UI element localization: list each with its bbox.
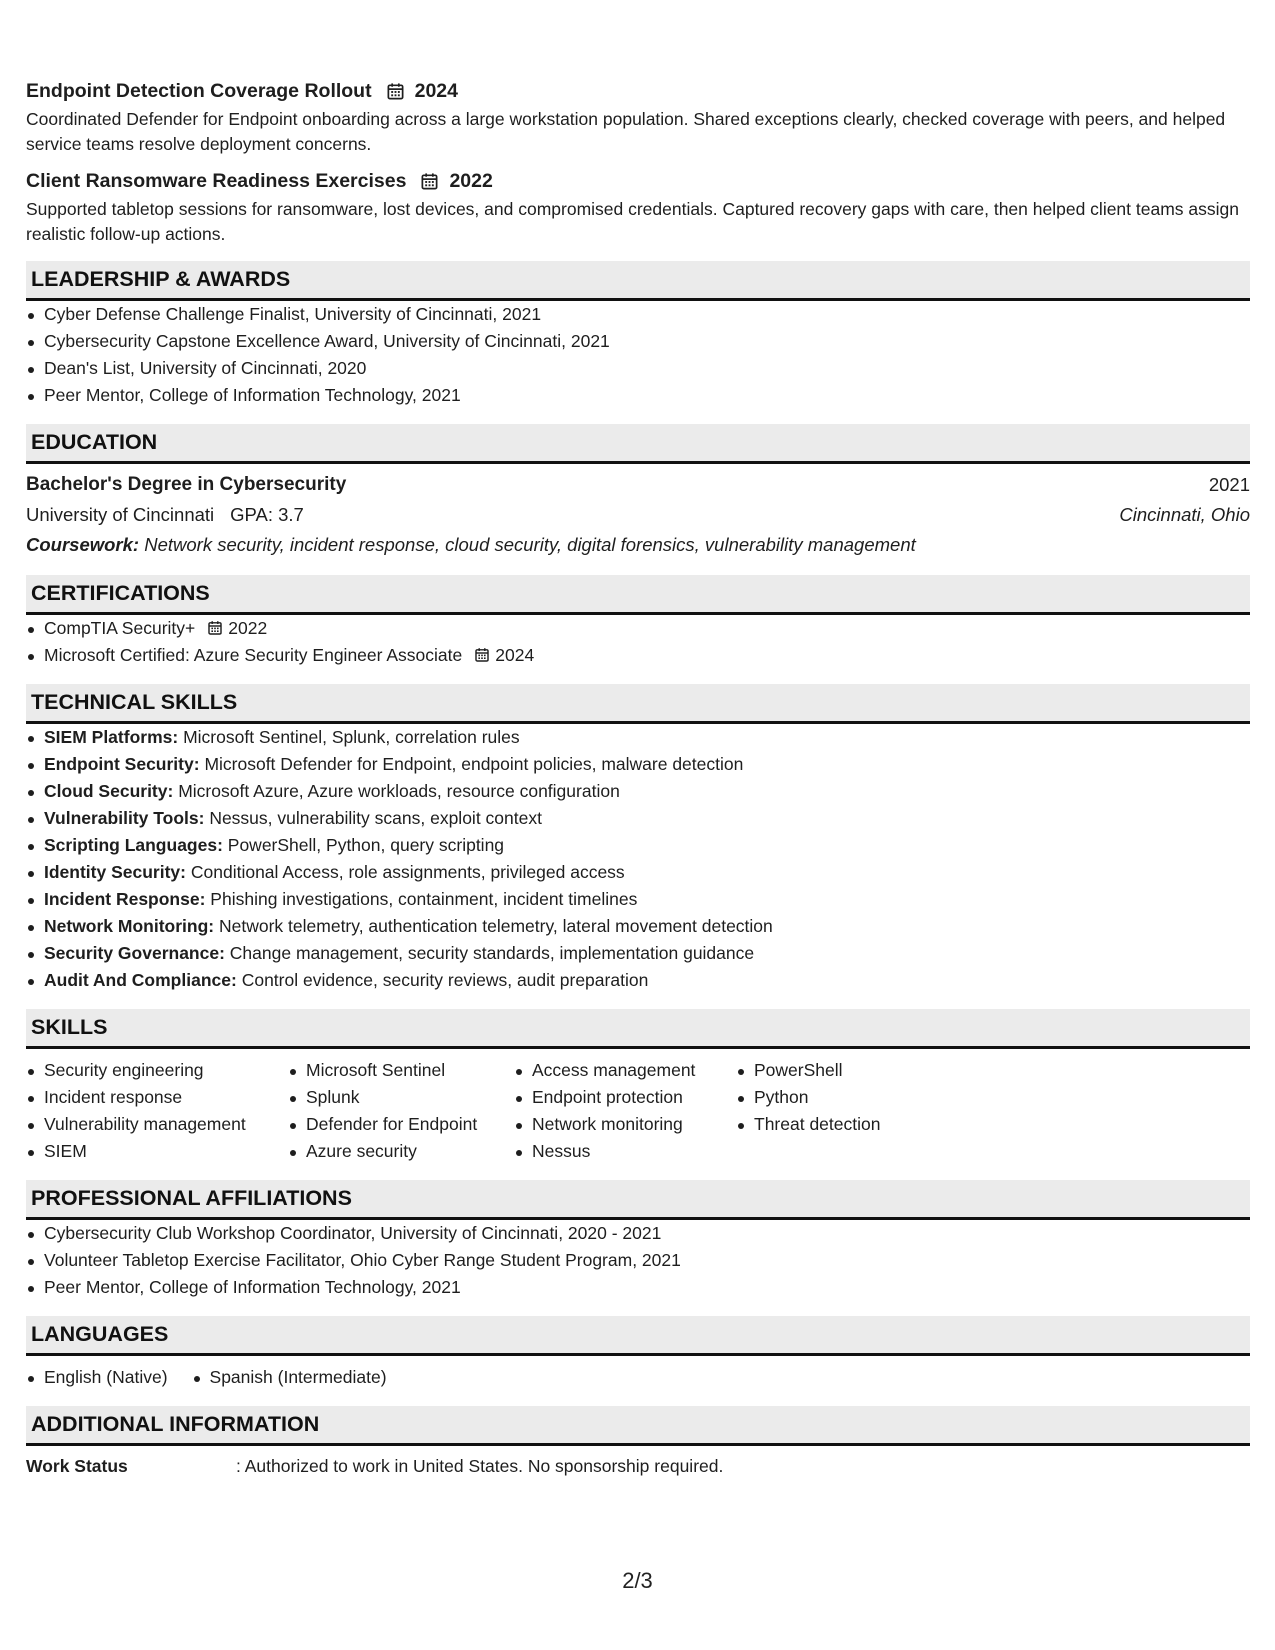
skill-values: Nessus, vulnerability scans, exploit context [209, 808, 542, 828]
skill-category: Incident Response: [44, 889, 206, 909]
coursework-label: Coursework: [26, 534, 140, 555]
skill-item: Splunk [288, 1084, 514, 1111]
education-school-row [26, 500, 1250, 530]
skills-column [736, 1057, 936, 1165]
project-title-row [26, 168, 1250, 194]
technical-skill-item [26, 751, 1250, 778]
skill-values: Network telemetry, authentication telemetry, lateral movement detection [219, 916, 773, 936]
skill-item: Access management [514, 1057, 736, 1084]
skills-grid [26, 1057, 1250, 1165]
skill-item: Endpoint protection [514, 1084, 736, 1111]
skill-values: Control evidence, security reviews, audit preparation [241, 970, 649, 990]
project-title: Endpoint Detection Coverage Rollout [26, 79, 372, 102]
certification-year: 2022 [228, 618, 268, 638]
certification-item [26, 642, 1250, 669]
list-item: Cybersecurity Capstone Excellence Award, University of Cincinnati, 2021 [26, 328, 1250, 355]
project-title-row [26, 78, 1250, 104]
work-status-label: Work Status [26, 1456, 128, 1476]
skill-item: Network monitoring [514, 1111, 736, 1138]
skill-values: Change management, security standards, implementation guidance [229, 943, 755, 963]
technical-skill-item [26, 859, 1250, 886]
work-status-row [26, 1452, 1250, 1480]
section-heading-additional-info: ADDITIONAL INFORMATION [26, 1406, 1250, 1446]
section-heading-technical-skills: TECHNICAL SKILLS [26, 684, 1250, 724]
skill-item: Defender for Endpoint [288, 1111, 514, 1138]
skill-item: Incident response [26, 1084, 288, 1111]
coursework [26, 530, 1250, 560]
skill-item: SIEM [26, 1138, 288, 1165]
certification-name: Microsoft Certified: Azure Security Engineer Associate [44, 645, 463, 665]
technical-skill-item [26, 832, 1250, 859]
skill-item: Threat detection [736, 1111, 936, 1138]
calendar-icon [420, 172, 439, 191]
list-item: Cybersecurity Club Workshop Coordinator, University of Cincinnati, 2020 - 2021 [26, 1220, 1250, 1247]
certification-year: 2024 [495, 645, 535, 665]
list-item: Cyber Defense Challenge Finalist, University of Cincinnati, 2021 [26, 301, 1250, 328]
skill-item: Azure security [288, 1138, 514, 1165]
technical-skill-item [26, 940, 1250, 967]
languages-list [26, 1364, 411, 1391]
languages-row [26, 1364, 1250, 1391]
degree-title: Bachelor's Degree in Cybersecurity [26, 474, 347, 495]
skills-column [26, 1057, 288, 1165]
project-description: Coordinated Defender for Endpoint onboarding across a large workstation population. Shared exceptions clearly, checked coverage with peers, and helped service teams resolve deployment concerns. [26, 109, 1226, 154]
technical-skill-item [26, 967, 1250, 994]
certification-name: CompTIA Security+ [44, 618, 196, 638]
certifications-list [26, 615, 1250, 669]
section-heading-certifications: CERTIFICATIONS [26, 575, 1250, 615]
skills-column [288, 1057, 514, 1165]
list-item: Dean's List, University of Cincinnati, 2020 [26, 355, 1250, 382]
affiliations-list [26, 1220, 1250, 1301]
skill-category: Identity Security: [44, 862, 186, 882]
calendar-icon [207, 620, 223, 636]
skills-column [514, 1057, 736, 1165]
skill-item: Security engineering [26, 1057, 288, 1084]
page-number: 2/3 [622, 1568, 653, 1593]
skill-values: Conditional Access, role assignments, privileged access [190, 862, 625, 882]
school-location: Cincinnati, Ohio [1119, 504, 1250, 525]
language-item: Spanish (Intermediate) [192, 1364, 387, 1391]
calendar-icon [386, 82, 405, 101]
skill-item: PowerShell [736, 1057, 936, 1084]
technical-skill-item [26, 886, 1250, 913]
resume-content [26, 78, 1250, 1480]
education-entry [26, 470, 1250, 560]
technical-skill-item [26, 724, 1250, 751]
skill-category: Scripting Languages: [44, 835, 223, 855]
section-heading-leadership: LEADERSHIP & AWARDS [26, 261, 1250, 301]
language-item: English (Native) [26, 1364, 168, 1391]
skill-category: Audit And Compliance: [44, 970, 237, 990]
technical-skill-item [26, 913, 1250, 940]
list-item: Peer Mentor, College of Information Technology, 2021 [26, 1274, 1250, 1301]
education-degree-row [26, 470, 1250, 500]
school-info [26, 500, 304, 530]
skill-values: Phishing investigations, containment, incident timelines [210, 889, 638, 909]
skill-item: Microsoft Sentinel [288, 1057, 514, 1084]
gpa: GPA: 3.7 [230, 504, 304, 525]
project-year: 2022 [449, 169, 493, 192]
project-description: Supported tabletop sessions for ransomware, lost devices, and compromised credentials. Captured recovery gaps with care, then helped client teams assign realistic follow-up actions. [26, 199, 1239, 244]
skill-item: Vulnerability management [26, 1111, 288, 1138]
skill-category: Endpoint Security: [44, 754, 200, 774]
technical-skills-list [26, 724, 1250, 994]
skill-values: Microsoft Defender for Endpoint, endpoint policies, malware detection [204, 754, 744, 774]
skill-item: Python [736, 1084, 936, 1111]
section-heading-affiliations: PROFESSIONAL AFFILIATIONS [26, 1180, 1250, 1220]
calendar-icon [474, 647, 490, 663]
section-heading-languages: LANGUAGES [26, 1316, 1250, 1356]
technical-skill-item [26, 805, 1250, 832]
graduation-year: 2021 [1208, 474, 1250, 495]
certification-item [26, 615, 1250, 642]
school-name: University of Cincinnati [26, 504, 215, 525]
leadership-list [26, 301, 1250, 409]
skill-item: Nessus [514, 1138, 736, 1165]
list-item: Volunteer Tabletop Exercise Facilitator, Ohio Cyber Range Student Program, 2021 [26, 1247, 1250, 1274]
skill-values: Microsoft Sentinel, Splunk, correlation rules [183, 727, 520, 747]
skill-category: Network Monitoring: [44, 916, 215, 936]
skill-values: PowerShell, Python, query scripting [227, 835, 505, 855]
list-item: Peer Mentor, College of Information Technology, 2021 [26, 382, 1250, 409]
skill-values: Microsoft Azure, Azure workloads, resource configuration [178, 781, 620, 801]
skill-category: SIEM Platforms: [44, 727, 179, 747]
skill-category: Vulnerability Tools: [44, 808, 205, 828]
technical-skill-item [26, 778, 1250, 805]
skill-category: Cloud Security: [44, 781, 174, 801]
project-item [26, 168, 1250, 246]
project-item [26, 78, 1250, 156]
work-status-value: : Authorized to work in United States. No sponsorship required. [236, 1456, 724, 1476]
project-title: Client Ransomware Readiness Exercises [26, 169, 407, 192]
project-year: 2024 [414, 79, 458, 102]
coursework-value: Network security, incident response, cloud security, digital forensics, vulnerability management [144, 534, 916, 555]
skill-category: Security Governance: [44, 943, 225, 963]
section-heading-skills: SKILLS [26, 1009, 1250, 1049]
section-heading-education: EDUCATION [26, 424, 1250, 464]
